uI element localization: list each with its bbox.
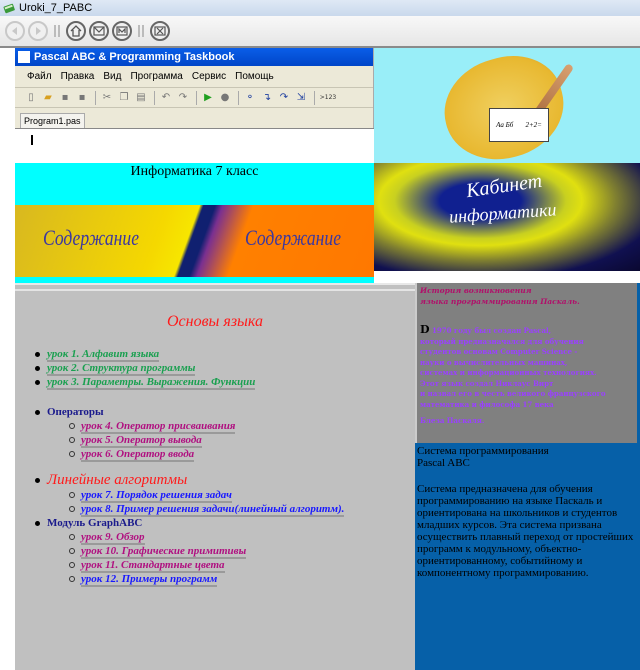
list-item [33,473,344,516]
basics-list [33,347,255,389]
history-line: 1970 году был создан Pascal, [429,326,552,335]
list-item [67,530,344,544]
toolbar-separator [238,91,239,105]
header-banner-left [15,48,374,283]
save-all-icon: ▪ [78,92,86,103]
lesson-5-link[interactable]: урок 5. Оператор вывода [81,434,202,446]
ide-title: Pascal ABC & Programming Taskbook [34,51,235,63]
window-titlebar [0,0,640,16]
forward-arrow-icon [33,26,43,36]
graphabc-heading: Модуль GraphABC [47,517,143,529]
lesson-2-link[interactable]: урок 2. Структура программы [47,362,196,374]
step-over-icon: ↷ [279,92,289,103]
history-line: математика и философа 17 века [420,399,554,409]
history-line: и назвал его в честь великого французского [420,389,606,398]
stop-icon: ● [220,92,230,103]
cabinet-title-line1: Кабинет [464,169,544,203]
lesson-6-link[interactable]: урок 6. Оператор ввода [81,448,195,460]
window-title: Uroki_7_PABC [19,2,93,14]
list-item [67,544,344,558]
breakpoint-icon: ⚬ [245,92,255,103]
ide-editor [15,128,374,163]
history-line: системах и информационных технологиях. [420,368,597,377]
close-button[interactable] [150,21,170,41]
book-left-text: Aa Бб [496,121,514,129]
mail-icon [93,26,105,36]
paste-icon: ▤ [136,92,146,103]
copy-icon: ❐ [119,92,129,103]
lesson-10-link[interactable]: урок 10. Графические примитивы [81,545,247,557]
run-icon: ▶ [204,92,212,103]
home-button[interactable] [66,21,86,41]
lesson-12-link[interactable]: урок 12. Примеры программ [81,573,218,585]
lesson-11-link[interactable]: урок 11. Стандартные цвета [81,559,225,571]
sitemap-icon [116,26,128,36]
open-book-icon [489,108,549,142]
toolbar-separator [138,25,144,37]
contents-banner[interactable] [15,205,374,277]
course-title: Информатика 7 класс [130,164,259,179]
cut-icon: ✂ [102,92,112,103]
sitemap-button[interactable] [112,21,132,41]
system-title-1: Система программирования [417,445,549,457]
list-item [33,516,344,586]
step-into-icon: ↴ [262,92,272,103]
operators-heading: Операторы [47,406,104,418]
lesson-7-link[interactable]: урок 7. Порядок решения задач [81,489,232,501]
info-sidebar [415,283,640,670]
text-caret [31,135,33,145]
book-right-text: 2+2= [525,121,542,129]
history-dropcap: D [420,323,430,336]
list-item [67,488,344,502]
lessons-panel [15,283,415,670]
history-body [420,325,634,410]
operators-sublist [67,419,235,461]
ide-tab-program1: Program1.pas [20,113,85,128]
ide-menu-help: Помощь [235,71,274,82]
list-item [67,558,344,572]
history-line: науки о вычислительных машинах, [420,357,568,367]
toolbar-separator [95,91,96,105]
system-info [417,445,639,579]
ide-toolbar [15,88,373,108]
ide-tab-strip [15,108,373,128]
list-item [33,347,255,361]
history-line: Этот язык создал Никлаус Вирт [420,378,554,388]
lesson-3-link[interactable]: урок 3. Параметры. Выражения. Функции [47,376,256,388]
forward-button[interactable] [28,21,48,41]
abc-app-icon [18,51,30,63]
list-item [67,419,235,433]
operators-list [33,405,235,461]
cabinet-title-line2: информатики [448,199,558,227]
open-folder-icon: ▰ [44,92,52,103]
contents-link-left[interactable]: Содержание [43,225,140,250]
evaluate-icon: >123 [319,94,337,101]
list-item [67,433,235,447]
run-to-cursor-icon: ⇲ [296,92,306,103]
ide-menu-bar [15,66,373,88]
section-title: Основы языка [167,313,263,330]
lesson-1-link[interactable]: урок 1. Алфавит языка [47,348,160,360]
history-title-2: языка программирования Паскаль. [420,297,580,306]
toolbar-separator [314,91,315,105]
list-item [33,375,255,389]
school-logo-image [374,48,640,163]
history-signature: Блеза Паскаля. [420,416,485,425]
redo-icon: ↷ [178,92,188,103]
ide-titlebar [15,48,373,66]
app-book-icon [3,2,15,14]
lesson-9-link[interactable]: урок 9. Обзор [81,531,145,543]
palette-logo-icon [433,48,575,163]
ide-menu-file: Файл [27,71,52,82]
list-item [33,361,255,375]
lesson-8-link[interactable]: урок 8. Пример решения задачи(линейный алгоритм). [81,503,345,515]
history-line: студентов основам Computer Science - [420,347,578,356]
list-item [67,572,344,586]
ide-screenshot-image [15,48,374,163]
linear-algorithms-list [33,473,344,586]
ide-menu-view: Вид [103,71,122,82]
home-icon [70,25,82,37]
close-x-icon [154,26,166,36]
ide-menu-service: Сервис [191,71,227,82]
toolbar-separator [196,91,197,105]
history-title-1: История возникновения [420,286,532,295]
linear-algorithms-heading: Линейные алгоритмы [47,472,188,488]
undo-icon: ↶ [161,92,171,103]
mail-button[interactable] [89,21,109,41]
history-line: который предназначался для обучения [420,336,584,346]
new-file-icon: ▯ [28,92,34,103]
banner-spacer [374,271,640,283]
back-arrow-icon [10,26,20,36]
toolbar-separator [154,91,155,105]
divider [15,289,415,291]
system-description: Система предназначена для обучения программированию на языке Паскаль и ориентирована на школьников и студентов младших курсов. Эта система призвана осуществить плавный переход от простейших программ к модульному, объектно-ориентированному, событийному и компонентному программированию. [417,483,634,579]
list-item [67,447,235,461]
toolbar-separator [54,25,60,37]
contents-link-right[interactable]: Содержание [245,225,342,250]
ide-menu-edit: Правка [60,71,95,82]
list-item [33,405,235,461]
lesson-4-link[interactable]: урок 4. Оператор присваивания [81,420,236,432]
graphabc-sublist [67,530,344,586]
nav-toolbar [0,16,640,48]
save-icon: ▪ [61,92,69,103]
linear-sublist [67,488,344,516]
history-box [415,283,637,443]
cabinet-banner [374,163,640,271]
system-title-2: Pascal ABC [417,457,470,469]
back-button[interactable] [5,21,25,41]
list-item [67,502,344,516]
ide-menu-program: Программа [130,71,183,82]
